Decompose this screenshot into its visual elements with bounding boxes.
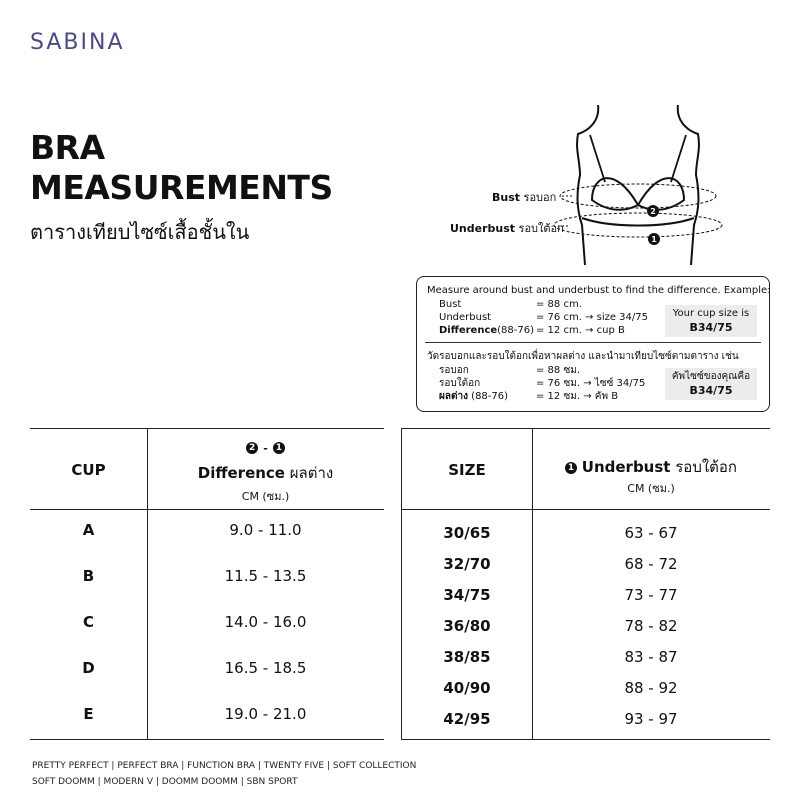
underbust-cell: 73 - 77	[624, 586, 678, 604]
example-en-underbust-value: = 76 cm. → size 34/75	[536, 312, 649, 323]
example-th-bust-value: = 88 ซม.	[536, 365, 581, 376]
cup-cell: D	[82, 659, 95, 677]
underbust-label-en: Underbust	[450, 222, 516, 235]
underbust-cell: 83 - 87	[624, 648, 678, 666]
measurement-example-box	[416, 276, 770, 412]
example-en-cup-box	[665, 305, 757, 337]
bust-label-en: Bust	[492, 191, 521, 204]
footer-line-1: PRETTY PERFECT | PERFECT BRA | FUNCTION BRA | TWENTY FIVE | SOFT COLLECTION	[32, 761, 417, 771]
difference-badges	[147, 437, 384, 456]
cup-cell: E	[83, 705, 94, 723]
difference-header-en: Difference	[197, 464, 285, 482]
marker-2-label: 2	[650, 207, 656, 216]
difference-header-th: ผลต่าง	[289, 464, 334, 482]
example-th-cup-value: B34/75	[689, 384, 733, 397]
bust-label-th: รอบอก	[523, 191, 557, 204]
bra-illustration	[440, 100, 780, 270]
size-cell: 34/75	[443, 586, 491, 604]
example-en-cup-label: Your cup size is	[672, 308, 750, 319]
example-thai	[427, 349, 761, 405]
badge-1: 1	[273, 442, 285, 454]
underbust-header-en: Underbust	[581, 458, 671, 476]
underbust-cell: 93 - 97	[624, 710, 678, 728]
badge-1: 1	[565, 462, 577, 474]
example-en-bust-label: Bust	[439, 299, 462, 310]
example-th-row-difference	[439, 389, 618, 404]
brand-logo: SABINA	[30, 30, 125, 55]
marker-1-label: 1	[651, 235, 657, 244]
example-th-underbust-label: รอบใต้อก	[439, 378, 481, 389]
example-en-bust-value: = 88 cm.	[536, 299, 582, 310]
underbust-cell: 68 - 72	[624, 555, 678, 573]
underbust-label	[450, 219, 564, 237]
example-th-underbust-value: = 76 ซม. → ไซซ์ 34/75	[536, 378, 646, 389]
size-cell: 32/70	[443, 555, 491, 573]
difference-cell: 16.5 - 18.5	[224, 659, 307, 677]
example-divider	[425, 342, 761, 343]
example-th-difference-label: ผลต่าง (88-76)	[439, 391, 509, 402]
example-th-heading: วัดรอบอกและรอบใต้อกเพื่อหาผลต่าง และนำมาเทียบไซซ์ตามตาราง เช่น	[427, 351, 739, 362]
size-tables	[30, 428, 770, 740]
cup-right	[638, 178, 684, 210]
size-cell: 30/65	[443, 524, 491, 542]
size-header: SIZE	[448, 461, 486, 479]
cup-cell: C	[82, 613, 94, 631]
underbust-cell: 78 - 82	[624, 617, 678, 635]
size-table-header-divider	[402, 509, 770, 510]
cup-table-header-divider	[30, 509, 384, 510]
example-th-difference-value: = 12 ซม. → คัพ B	[536, 391, 619, 402]
example-en-row-underbust	[439, 312, 648, 323]
bra-measurement-figure	[440, 100, 780, 270]
size-cell: 38/85	[443, 648, 491, 666]
strap-left	[590, 135, 605, 182]
underbust-cell: 63 - 67	[624, 524, 678, 542]
cup-header: CUP	[71, 461, 106, 479]
difference-header	[147, 461, 384, 485]
example-en-difference-value: = 12 cm. → cup B	[536, 325, 625, 336]
example-en-row-bust	[439, 299, 582, 310]
difference-cell: 14.0 - 16.0	[224, 613, 307, 631]
page-title	[30, 128, 333, 208]
underbust-header-th: รอบใต้อก	[675, 458, 737, 476]
example-en-difference-label: Difference(88-76)	[439, 325, 535, 336]
badge-2: 2	[246, 442, 258, 454]
band	[582, 218, 694, 226]
cup-table	[30, 428, 384, 740]
difference-cell: 9.0 - 11.0	[229, 521, 302, 539]
underbust-cell: 88 - 92	[624, 679, 678, 697]
example-en-row-difference	[439, 325, 625, 336]
title-line-2: MEASUREMENTS	[30, 168, 333, 207]
example-en-cup-value: B34/75	[689, 321, 733, 334]
example-th-cup-box	[665, 368, 757, 400]
bust-label	[492, 188, 556, 206]
underbust-unit: CM (ซม.)	[627, 482, 675, 495]
difference-cell: 11.5 - 13.5	[224, 567, 307, 585]
size-cell: 40/90	[443, 679, 491, 697]
title-line-1: BRA	[30, 128, 105, 167]
badge-separator: -	[263, 442, 268, 455]
underbust-header	[532, 455, 770, 479]
cup-left	[592, 178, 638, 210]
example-en-heading: Measure around bust and underbust to find the difference. Example:	[427, 285, 771, 296]
strap-right	[671, 135, 686, 182]
example-th-cup-label: คัพไซซ์ของคุณคือ	[671, 371, 751, 382]
cup-cell: A	[82, 521, 95, 539]
footer-collections	[32, 758, 416, 790]
page-subtitle-thai: ตารางเทียบไซซ์เสื้อชั้นใน	[30, 220, 250, 244]
cup-cell: B	[82, 567, 95, 585]
size-table	[402, 428, 770, 740]
size-cell: 36/80	[443, 617, 491, 635]
footer-line-2: SOFT DOOMM | MODERN V | DOOMM DOOMM | SBN SPORT	[32, 777, 298, 787]
size-cell: 42/95	[443, 710, 491, 728]
difference-cell: 19.0 - 21.0	[224, 705, 307, 723]
example-english	[427, 285, 771, 341]
example-en-underbust-label: Underbust	[439, 312, 492, 323]
difference-unit: CM (ซม.)	[241, 490, 290, 503]
underbust-label-th: รอบใต้อก	[518, 222, 564, 235]
example-th-bust-label: รอบอก	[439, 365, 469, 376]
